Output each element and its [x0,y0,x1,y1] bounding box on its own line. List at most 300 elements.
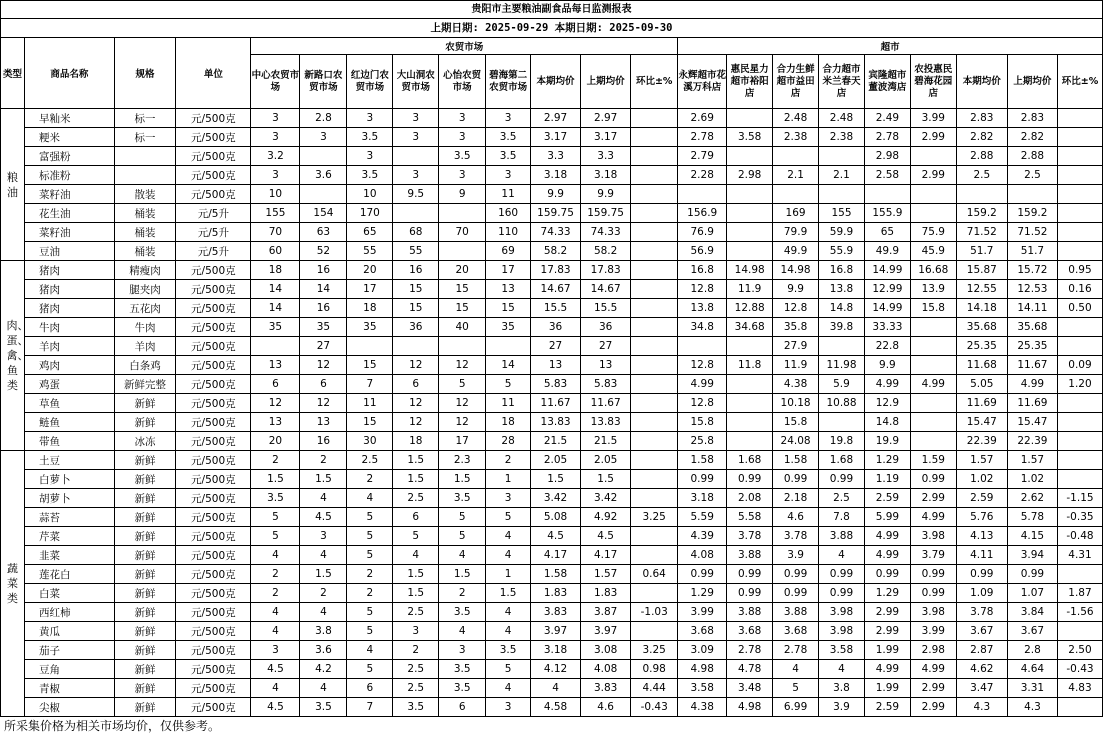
farm-price-cell: 2.5 [347,451,393,470]
super-current-avg-cell: 1.57 [956,451,1007,470]
farm-prev-avg-cell: 1.83 [581,584,631,603]
product-name-cell: 粳米 [24,128,114,147]
unit-cell: 元/500克 [176,432,251,451]
product-name-cell: 猪肉 [24,261,114,280]
super-current-avg-cell: 11.69 [956,394,1007,413]
farm-price-cell: 30 [347,432,393,451]
farm-price-cell: 15 [486,299,531,318]
super-price-cell: 1.29 [678,584,727,603]
farm-price-cell: 6 [300,375,347,394]
super-price-cell: 156.9 [678,204,727,223]
table-row [1,223,1103,242]
super-price-cell [910,394,956,413]
super-price-cell [910,356,956,375]
super-prev-avg-cell: 1.02 [1007,470,1057,489]
farm-price-cell: 13 [486,280,531,299]
super-price-cell: 0.99 [678,565,727,584]
table-row [1,698,1103,717]
spec-cell: 标一 [114,128,176,147]
farm-current-avg-cell: 13.83 [531,413,581,432]
farm-price-cell: 17 [347,280,393,299]
super-change-cell [1057,470,1102,489]
super-price-cell: 14.8 [864,413,910,432]
super-price-cell: 4.99 [678,375,727,394]
farm-price-cell: 3 [439,128,486,147]
super-price-cell: 3.99 [678,603,727,622]
farm-price-cell: 20 [439,261,486,280]
farm-price-cell: 12 [439,413,486,432]
super-price-cell: 4.98 [727,698,773,717]
super-change-cell [1057,242,1102,261]
farm-price-cell: 154 [300,204,347,223]
farm-prev-avg-cell: 3.87 [581,603,631,622]
farm-price-cell: 1.5 [439,470,486,489]
table-row [1,584,1103,603]
table-row [1,660,1103,679]
farm-price-cell: 3.5 [300,698,347,717]
super-prev-avg-cell: 2.8 [1007,641,1057,660]
table-row [1,451,1103,470]
header-super-group: 超市 [678,38,1103,55]
spec-cell: 冰冻 [114,432,176,451]
farm-price-cell: 2 [251,584,300,603]
farm-current-avg-cell: 9.9 [531,185,581,204]
farm-price-cell: 5 [347,622,393,641]
farm-change-cell [631,166,678,185]
super-change-cell [1057,147,1102,166]
farm-price-cell: 3 [251,128,300,147]
super-current-avg-cell: 2.5 [956,166,1007,185]
farm-change-cell: 0.64 [631,565,678,584]
farm-current-avg-cell: 1.83 [531,584,581,603]
farm-price-cell: 110 [486,223,531,242]
farm-price-cell: 35 [347,318,393,337]
spec-cell: 白条鸡 [114,356,176,375]
super-prev-avg-cell [1007,185,1057,204]
unit-cell: 元/500克 [176,147,251,166]
super-price-cell: 15.8 [910,299,956,318]
super-current-avg-cell: 25.35 [956,337,1007,356]
header-supermarket: 合力超市米兰春天店 [819,55,865,109]
farm-prev-avg-cell: 17.83 [581,261,631,280]
super-price-cell: 0.99 [773,470,819,489]
report-dates: 上期日期: 2025-09-29 本期日期: 2025-09-30 [0,18,1103,37]
super-current-avg-cell: 2.87 [956,641,1007,660]
super-price-cell: 13.8 [678,299,727,318]
super-price-cell: 2.99 [910,128,956,147]
farm-change-cell [631,356,678,375]
super-price-cell: 56.9 [678,242,727,261]
farm-price-cell: 65 [347,223,393,242]
farm-price-cell: 3 [393,128,439,147]
product-name-cell: 草鱼 [24,394,114,413]
super-prev-avg-cell: 25.35 [1007,337,1057,356]
farm-price-cell: 14 [486,356,531,375]
farm-current-avg-cell: 4.58 [531,698,581,717]
farm-price-cell: 15 [439,280,486,299]
farm-current-avg-cell: 159.75 [531,204,581,223]
super-price-cell: 3.68 [773,622,819,641]
farm-price-cell: 69 [486,242,531,261]
super-price-cell: 4.38 [678,698,727,717]
farm-price-cell: 2 [393,641,439,660]
farm-prev-avg-cell: 2.05 [581,451,631,470]
farm-price-cell: 9 [439,185,486,204]
unit-cell: 元/500克 [176,451,251,470]
farm-price-cell: 4.2 [300,660,347,679]
super-price-cell: 79.9 [773,223,819,242]
farm-prev-avg-cell: 3.42 [581,489,631,508]
header-spec: 规格 [114,38,176,109]
super-price-cell: 2.79 [678,147,727,166]
super-price-cell: 9.9 [773,280,819,299]
super-price-cell: 14.98 [773,261,819,280]
super-price-cell [727,375,773,394]
spec-cell: 新鲜 [114,508,176,527]
farm-current-avg-cell: 3.18 [531,641,581,660]
table-row [1,375,1103,394]
farm-price-cell: 13 [251,413,300,432]
farm-price-cell: 15 [439,299,486,318]
farm-prev-avg-cell: 3.97 [581,622,631,641]
super-price-cell: 14.8 [819,299,865,318]
price-table [0,37,1103,717]
farm-price-cell: 2.3 [439,451,486,470]
farm-price-cell: 35 [251,318,300,337]
super-current-avg-cell: 4.13 [956,527,1007,546]
super-change-cell [1057,413,1102,432]
farm-price-cell: 16 [300,261,347,280]
super-price-cell: 34.8 [678,318,727,337]
super-current-avg-cell: 1.02 [956,470,1007,489]
farm-change-cell [631,280,678,299]
farm-price-cell: 2 [439,584,486,603]
super-price-cell: 0.99 [819,470,865,489]
super-price-cell: 2.99 [910,166,956,185]
farm-price-cell: 2 [347,565,393,584]
farm-prev-avg-cell: 15.5 [581,299,631,318]
super-price-cell [727,147,773,166]
farm-prev-avg-cell: 36 [581,318,631,337]
farm-current-avg-cell: 21.5 [531,432,581,451]
farm-price-cell: 5 [486,508,531,527]
super-current-avg-cell: 12.55 [956,280,1007,299]
farm-current-avg-cell: 1.58 [531,565,581,584]
super-price-cell: 33.33 [864,318,910,337]
farm-price-cell: 12 [300,356,347,375]
product-name-cell: 莲花白 [24,565,114,584]
product-name-cell: 早籼米 [24,109,114,128]
farm-change-cell [631,299,678,318]
product-name-cell: 富强粉 [24,147,114,166]
super-price-cell: 12.8 [678,356,727,375]
farm-price-cell: 4 [300,546,347,565]
farm-price-cell: 3.5 [347,166,393,185]
farm-change-cell: 0.98 [631,660,678,679]
product-name-cell: 鸡蛋 [24,375,114,394]
farm-price-cell: 1.5 [393,584,439,603]
farm-current-avg-cell: 3.3 [531,147,581,166]
super-price-cell: 16.8 [678,261,727,280]
farm-change-cell [631,432,678,451]
super-prev-avg-cell: 11.69 [1007,394,1057,413]
super-change-cell: 2.50 [1057,641,1102,660]
farm-price-cell: 4 [251,546,300,565]
super-price-cell: 2.08 [727,489,773,508]
super-price-cell: 12.8 [678,280,727,299]
unit-cell: 元/500克 [176,280,251,299]
super-price-cell: 12.8 [678,394,727,413]
product-name-cell: 豆角 [24,660,114,679]
farm-price-cell: 4.5 [300,508,347,527]
farm-price-cell: 3.2 [251,147,300,166]
super-price-cell [773,185,819,204]
farm-price-cell: 4 [393,546,439,565]
super-price-cell: 3.58 [727,128,773,147]
farm-price-cell [393,204,439,223]
farm-change-cell [631,242,678,261]
farm-price-cell: 4 [486,679,531,698]
farm-price-cell: 2 [251,565,300,584]
super-price-cell: 2.78 [727,641,773,660]
farm-price-cell: 3 [439,166,486,185]
super-current-avg-cell: 3.47 [956,679,1007,698]
super-price-cell: 0.99 [910,565,956,584]
product-name-cell: 羊肉 [24,337,114,356]
spec-cell: 新鲜 [114,679,176,698]
farm-price-cell: 17 [486,261,531,280]
unit-cell: 元/5升 [176,204,251,223]
super-price-cell: 11.98 [819,356,865,375]
report-title: 贵阳市主要粮油副食品每日监测报表 [0,0,1103,18]
super-price-cell: 4 [819,546,865,565]
farm-price-cell: 13 [300,413,347,432]
header-farm-market: 碧海第二农贸市场 [486,55,531,109]
farm-price-cell: 2 [347,470,393,489]
farm-change-cell [631,318,678,337]
spec-cell: 新鲜 [114,489,176,508]
farm-price-cell: 3.5 [439,603,486,622]
header-current-avg: 本期均价 [531,55,581,109]
farm-price-cell [347,337,393,356]
farm-price-cell: 4 [300,679,347,698]
farm-price-cell: 3.5 [486,128,531,147]
farm-price-cell: 3.5 [393,698,439,717]
super-price-cell: 1.99 [864,641,910,660]
header-farm-market: 大山洞农贸市场 [393,55,439,109]
super-price-cell: 2.48 [819,109,865,128]
farm-price-cell [393,147,439,166]
super-price-cell: 3.58 [678,679,727,698]
farm-current-avg-cell: 5.08 [531,508,581,527]
farm-price-cell: 5 [251,508,300,527]
farm-price-cell: 52 [300,242,347,261]
farm-current-avg-cell: 27 [531,337,581,356]
farm-price-cell: 17 [439,432,486,451]
farm-prev-avg-cell: 74.33 [581,223,631,242]
farm-price-cell: 3.6 [300,641,347,660]
super-price-cell: 3.58 [819,641,865,660]
super-price-cell: 19.8 [819,432,865,451]
farm-price-cell: 4 [439,622,486,641]
farm-price-cell [439,242,486,261]
farm-change-cell: 3.25 [631,641,678,660]
farm-price-cell: 4 [486,527,531,546]
table-row [1,109,1103,128]
super-change-cell: 0.50 [1057,299,1102,318]
table-row [1,280,1103,299]
farm-price-cell: 3 [486,698,531,717]
super-price-cell: 27.9 [773,337,819,356]
farm-prev-avg-cell: 27 [581,337,631,356]
farm-price-cell: 36 [393,318,439,337]
farm-current-avg-cell: 2.05 [531,451,581,470]
table-row [1,242,1103,261]
super-price-cell: 25.8 [678,432,727,451]
super-price-cell: 1.68 [727,451,773,470]
farm-price-cell: 9.5 [393,185,439,204]
farm-price-cell: 4 [486,546,531,565]
farm-price-cell: 14 [300,280,347,299]
header-prev-avg: 上期均价 [581,55,631,109]
product-name-cell: 胡萝卜 [24,489,114,508]
farm-price-cell: 35 [300,318,347,337]
spec-cell: 新鲜 [114,584,176,603]
spec-cell: 桶装 [114,223,176,242]
super-price-cell: 10.18 [773,394,819,413]
super-price-cell: 16.8 [819,261,865,280]
table-row [1,261,1103,280]
farm-prev-avg-cell: 13 [581,356,631,375]
table-row [1,356,1103,375]
spec-cell: 牛肉 [114,318,176,337]
farm-price-cell: 55 [347,242,393,261]
super-price-cell: 13.8 [819,280,865,299]
super-change-cell: -0.35 [1057,508,1102,527]
super-price-cell: 49.9 [773,242,819,261]
super-price-cell [910,204,956,223]
super-price-cell: 1.58 [773,451,819,470]
super-prev-avg-cell: 3.31 [1007,679,1057,698]
farm-price-cell: 4 [486,622,531,641]
super-change-cell: -1.56 [1057,603,1102,622]
farm-price-cell: 3 [347,109,393,128]
farm-price-cell: 28 [486,432,531,451]
farm-price-cell: 6 [393,508,439,527]
super-price-cell: 5.58 [727,508,773,527]
super-price-cell: 2.98 [864,147,910,166]
super-change-cell [1057,318,1102,337]
farm-price-cell: 170 [347,204,393,223]
super-price-cell: 2.98 [910,641,956,660]
farm-prev-avg-cell: 3.08 [581,641,631,660]
farm-price-cell: 3 [439,641,486,660]
farm-prev-avg-cell: 4.6 [581,698,631,717]
super-change-cell [1057,166,1102,185]
farm-prev-avg-cell: 3.17 [581,128,631,147]
farm-change-cell [631,128,678,147]
super-prev-avg-cell: 159.2 [1007,204,1057,223]
farm-prev-avg-cell: 4.17 [581,546,631,565]
farm-price-cell: 16 [393,261,439,280]
super-price-cell: 15.8 [773,413,819,432]
super-price-cell: 2.38 [819,128,865,147]
table-row [1,489,1103,508]
spec-cell [114,147,176,166]
super-price-cell: 7.8 [819,508,865,527]
super-price-cell: 0.99 [864,565,910,584]
farm-price-cell [251,337,300,356]
super-price-cell: 12.88 [727,299,773,318]
super-change-cell [1057,223,1102,242]
super-price-cell: 11.8 [727,356,773,375]
farm-change-cell [631,489,678,508]
super-price-cell: 16.68 [910,261,956,280]
super-price-cell: 2.5 [819,489,865,508]
super-price-cell: 2.58 [864,166,910,185]
category-cell [1,451,25,717]
super-price-cell: 3.9 [819,698,865,717]
super-price-cell: 2.99 [864,603,910,622]
super-price-cell: 4.39 [678,527,727,546]
spec-cell: 新鲜 [114,603,176,622]
super-price-cell: 59.9 [819,223,865,242]
category-cell [1,261,29,451]
farm-price-cell: 11 [486,394,531,413]
table-row [1,204,1103,223]
super-price-cell: 5.99 [864,508,910,527]
super-price-cell: 15.8 [678,413,727,432]
unit-cell: 元/5升 [176,242,251,261]
product-name-cell: 土豆 [24,451,114,470]
super-prev-avg-cell: 1.07 [1007,584,1057,603]
farm-change-cell [631,147,678,166]
farm-change-cell: 3.25 [631,508,678,527]
farm-current-avg-cell: 4 [531,679,581,698]
product-name-cell: 白菜 [24,584,114,603]
super-price-cell: 11.9 [773,356,819,375]
super-price-cell: 5.9 [819,375,865,394]
table-row [1,470,1103,489]
table-row [1,337,1103,356]
header-category: 类型 [1,38,25,109]
farm-current-avg-cell: 5.83 [531,375,581,394]
farm-prev-avg-cell: 3.83 [581,679,631,698]
super-price-cell: 39.8 [819,318,865,337]
super-price-cell: 3.18 [678,489,727,508]
farm-price-cell: 3.5 [439,489,486,508]
super-change-cell: 0.16 [1057,280,1102,299]
product-name-cell: 青椒 [24,679,114,698]
super-price-cell [910,432,956,451]
super-current-avg-cell: 4.3 [956,698,1007,717]
farm-change-cell [631,451,678,470]
super-current-avg-cell: 14.18 [956,299,1007,318]
super-price-cell: 4 [819,660,865,679]
farm-price-cell: 3.5 [439,660,486,679]
spec-cell: 新鲜完整 [114,375,176,394]
header-farm-market: 新路口农贸市场 [300,55,347,109]
farm-price-cell: 2 [300,584,347,603]
super-price-cell: 4.99 [864,527,910,546]
farm-price-cell: 3 [393,109,439,128]
product-name-cell: 黄瓜 [24,622,114,641]
spec-cell: 新鲜 [114,546,176,565]
super-change-cell: -0.43 [1057,660,1102,679]
header-farm-group: 农贸市场 [251,38,678,55]
farm-change-cell: -0.43 [631,698,678,717]
super-price-cell: 2.99 [864,622,910,641]
